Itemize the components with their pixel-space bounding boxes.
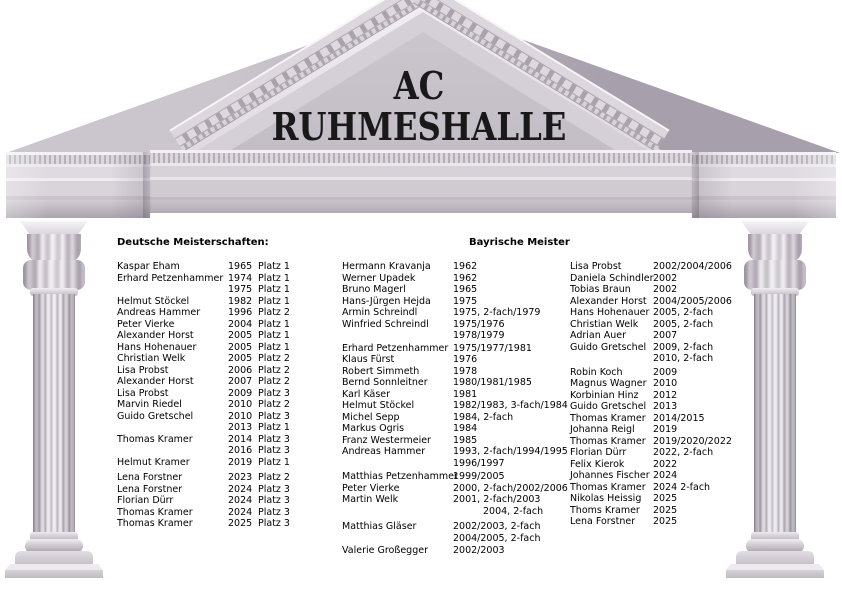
list-row <box>342 435 570 447</box>
athlete-name: Thomas Kramer <box>117 506 193 518</box>
athlete-name: Lena Forstner <box>117 483 183 495</box>
placement-value: Platz 3 <box>258 483 290 495</box>
entablature-corner-left <box>6 152 150 218</box>
capital-abacus-left <box>20 221 88 235</box>
placement-value: Platz 2 <box>258 399 290 410</box>
athlete-name <box>342 533 453 545</box>
list-row <box>342 330 570 342</box>
years-value: 2005, 2-fach <box>653 318 714 330</box>
placement-value: Platz 3 <box>258 518 290 529</box>
athlete-name: Peter Vierke <box>342 482 400 494</box>
years-value: 2022 <box>653 458 678 470</box>
years-value: 2002 <box>653 284 678 295</box>
athlete-name: Armin Schreindl <box>342 307 418 318</box>
years-value: 2022, 2-fach <box>653 447 714 458</box>
years-value: 1962 <box>453 272 478 284</box>
years-value: 1978/1979 <box>453 330 505 341</box>
bayrische-meister-list-right <box>570 261 742 528</box>
list-row <box>342 354 570 366</box>
list-row <box>342 412 570 424</box>
list-row <box>570 261 742 273</box>
list-row <box>342 446 570 458</box>
title-line-2: RUHMESHALLE <box>271 104 567 149</box>
list-row <box>117 518 337 530</box>
athlete-name: Thomas Kramer <box>570 481 646 493</box>
placement-value: Platz 2 <box>258 472 290 483</box>
athlete-name: Hans Hohenauer <box>117 341 197 353</box>
athlete-name: Bruno Magerl <box>342 284 406 295</box>
list-row <box>570 284 742 296</box>
placement-value: Platz 2 <box>258 364 290 376</box>
athlete-name: Martin Welk <box>342 494 399 505</box>
athlete-name: Hans-Jürgen Hejda <box>342 295 431 307</box>
year-value: 2014 <box>228 433 253 445</box>
athlete-name: Werner Upadek <box>342 272 416 284</box>
athlete-name: Tobias Braun <box>570 284 631 295</box>
bayrische-meister-list-left <box>342 261 570 557</box>
year-value: 2025 <box>228 518 253 529</box>
athlete-name: Thomas Kramer <box>117 518 193 529</box>
year-value: 1996 <box>228 307 253 318</box>
list-row <box>117 445 337 457</box>
list-row <box>570 390 742 402</box>
placement-value: Platz 3 <box>258 410 290 422</box>
year-value: 2024 <box>228 506 253 518</box>
year-value: 2024 <box>228 483 253 495</box>
list-row <box>570 330 742 342</box>
list-row <box>342 389 570 401</box>
list-row <box>570 424 742 436</box>
list-row <box>342 458 570 470</box>
list-row <box>570 447 742 459</box>
years-value: 2000, 2-fach/2002/2006 <box>453 482 568 494</box>
list-row <box>342 545 570 557</box>
list-row <box>342 273 570 285</box>
athlete-name: Alexander Horst <box>570 295 647 307</box>
years-value: 2024 <box>653 470 678 481</box>
list-row <box>117 319 337 331</box>
years-value: 2012 <box>653 389 678 401</box>
years-value: 2010 <box>653 378 678 389</box>
list-row <box>117 330 337 342</box>
deutsche-meisterschaften-header: Deutsche Meisterschaften: <box>117 237 269 248</box>
athlete-name <box>117 284 228 296</box>
years-value: 1976 <box>453 354 478 365</box>
athlete-name: Andreas Hammer <box>117 307 201 318</box>
years-value: 1962 <box>453 261 478 272</box>
placement-value: Platz 3 <box>258 387 290 399</box>
years-value: 1981 <box>453 388 478 400</box>
athlete-name: Lena Forstner <box>570 516 636 527</box>
column-base-plinth-left <box>5 564 103 578</box>
list-row <box>342 494 570 506</box>
athlete-name <box>117 422 228 434</box>
list-row <box>117 296 337 308</box>
placement-value: Platz 1 <box>258 272 290 284</box>
list-row <box>117 495 337 507</box>
list-row <box>342 307 570 319</box>
athlete-name: Hans Hohenauer <box>570 307 650 318</box>
athlete-name: Korbinian Hinz <box>570 389 639 401</box>
athlete-name: Alexander Horst <box>117 376 194 387</box>
list-row <box>342 506 570 518</box>
years-value: 1985 <box>453 434 478 446</box>
title-line-1: AC <box>393 63 445 108</box>
athlete-name: Alexander Horst <box>117 330 194 341</box>
athlete-name: Erhard Petzenhammer <box>342 342 449 354</box>
years-value: 1980/1981/1985 <box>453 377 532 388</box>
list-row <box>117 484 337 496</box>
year-value: 2024 <box>228 495 253 506</box>
years-value: 2007 <box>653 330 678 341</box>
list-row <box>342 296 570 308</box>
athlete-name: Marvin Riedel <box>117 399 182 410</box>
list-row <box>342 521 570 533</box>
athlete-name: Erhard Petzenhammer <box>117 272 224 284</box>
entablature-seam-right <box>690 152 699 218</box>
list-row <box>342 343 570 355</box>
years-value: 2009, 2-fach <box>653 341 714 353</box>
athlete-name: Guido Gretschel <box>117 410 194 422</box>
list-row <box>117 365 337 377</box>
years-value: 2004, 2-fach <box>483 505 544 517</box>
athlete-name: Winfried Schreindl <box>342 318 429 330</box>
athlete-name: Magnus Wagner <box>570 378 647 389</box>
years-value: 1984, 2-fach <box>453 411 514 423</box>
athlete-name: Adrian Auer <box>570 330 627 341</box>
column-base-cushion-right <box>736 551 814 566</box>
placement-value: Platz 3 <box>258 495 290 506</box>
year-value: 2019 <box>228 456 253 468</box>
capital-abacus-right <box>741 221 809 235</box>
years-value: 2019 <box>653 424 678 435</box>
athlete-name: Lena Forstner <box>117 472 183 483</box>
year-value: 2004 <box>228 318 253 330</box>
years-value: 2002/2004/2006 <box>653 261 732 272</box>
athlete-name: Karl Käser <box>342 388 391 400</box>
year-value: 2010 <box>228 399 253 410</box>
list-row <box>117 434 337 446</box>
athlete-name: Franz Westermeier <box>342 434 431 446</box>
years-value: 2025 <box>653 504 678 516</box>
athlete-name: Thomas Kramer <box>570 435 646 447</box>
year-value: 2005 <box>228 353 253 364</box>
placement-value: Platz 1 <box>258 318 290 330</box>
athlete-name: Hermann Kravanja <box>342 261 431 272</box>
placement-value: Platz 2 <box>258 307 290 318</box>
years-value: 1978 <box>453 365 478 377</box>
years-value: 1999/2005 <box>453 471 505 482</box>
list-row <box>570 367 742 379</box>
years-value: 1975/1976 <box>453 318 505 330</box>
list-row <box>342 284 570 296</box>
year-value: 1982 <box>228 295 253 307</box>
athlete-name: Robin Koch <box>570 366 623 378</box>
athlete-name: Thomas Kramer <box>570 412 646 424</box>
year-value: 2013 <box>228 422 253 433</box>
year-value: 2010 <box>228 410 253 422</box>
bayrische-meister-header: Bayrische Meister <box>469 237 570 248</box>
year-value: 1975 <box>228 284 253 295</box>
placement-value: Platz 3 <box>258 445 290 456</box>
list-row <box>342 471 570 483</box>
years-value: 2019/2020/2022 <box>653 435 732 447</box>
list-row <box>570 413 742 425</box>
list-row <box>570 459 742 471</box>
list-row <box>342 319 570 331</box>
placement-value: Platz 2 <box>258 353 290 364</box>
list-row <box>117 507 337 519</box>
athlete-name: Kaspar Eham <box>117 261 180 272</box>
athlete-name: Robert Simmeth <box>342 365 420 377</box>
page-title <box>271 63 567 149</box>
list-row <box>570 401 742 413</box>
list-row <box>570 273 742 285</box>
athlete-name: Michel Sepp <box>342 411 400 423</box>
list-row <box>570 482 742 494</box>
year-value: 2009 <box>228 387 253 399</box>
placement-value: Platz 1 <box>258 261 290 272</box>
list-row <box>117 388 337 400</box>
list-row <box>117 472 337 484</box>
list-row <box>342 377 570 389</box>
list-row <box>117 307 337 319</box>
athlete-name: Felix Kierok <box>570 458 625 470</box>
placement-value: Platz 1 <box>258 422 290 433</box>
entablature-seam-left <box>143 152 152 218</box>
list-row <box>570 470 742 482</box>
athlete-name: Lisa Probst <box>117 387 169 399</box>
athlete-name: Helmut Stöckel <box>342 400 415 411</box>
years-value: 1996/1997 <box>453 457 505 469</box>
years-value: 2001, 2-fach/2003 <box>453 494 541 505</box>
column-shaft-right <box>754 294 796 534</box>
placement-value: Platz 2 <box>258 376 290 387</box>
list-row <box>570 505 742 517</box>
list-row <box>117 284 337 296</box>
years-value: 1975/1977/1981 <box>453 342 532 354</box>
year-value: 1965 <box>228 261 253 272</box>
athlete-name: Matthias Petzenhammer <box>342 471 458 482</box>
years-value: 1975, 2-fach/1979 <box>453 307 541 318</box>
athlete-name: Thoms Kramer <box>570 504 640 516</box>
years-value: 2024 2-fach <box>653 481 711 493</box>
list-row <box>117 261 337 273</box>
list-row <box>342 533 570 545</box>
year-value: 2023 <box>228 472 253 483</box>
list-row <box>117 457 337 469</box>
years-value: 2025 <box>653 493 678 504</box>
placement-value: Platz 3 <box>258 506 290 518</box>
entablature-corner-right <box>692 152 836 218</box>
athlete-name: Guido Gretschel <box>570 401 647 412</box>
year-value: 2005 <box>228 330 253 341</box>
athlete-name <box>342 458 453 470</box>
year-value: 2006 <box>228 364 253 376</box>
athlete-name <box>117 445 228 457</box>
list-row <box>570 319 742 331</box>
list-row <box>570 342 742 354</box>
athlete-name: Lisa Probst <box>570 261 622 272</box>
athlete-name: Christian Welk <box>570 318 639 330</box>
athlete-name: Nikolas Heissig <box>570 493 642 504</box>
list-row <box>117 342 337 354</box>
column-base-cushion-left <box>15 551 93 566</box>
list-row <box>342 366 570 378</box>
years-value: 2002 <box>653 272 678 284</box>
list-row <box>342 261 570 273</box>
athlete-name: Matthias Gläser <box>342 521 417 532</box>
years-value: 1965 <box>453 284 478 295</box>
years-value: 2025 <box>653 516 678 527</box>
capital-leaves-upper-right <box>748 234 802 263</box>
list-row <box>117 376 337 388</box>
placement-value: Platz 1 <box>258 330 290 341</box>
list-row <box>342 423 570 435</box>
athlete-name: Florian Dürr <box>570 447 627 458</box>
placement-value: Platz 3 <box>258 433 290 445</box>
list-row <box>342 483 570 495</box>
list-row <box>570 493 742 505</box>
athlete-name: Andreas Hammer <box>342 446 426 457</box>
year-value: 2005 <box>228 341 253 353</box>
years-value: 2002/2003, 2-fach <box>453 521 541 532</box>
list-row <box>570 378 742 390</box>
list-row <box>570 436 742 448</box>
athlete-name <box>570 353 653 365</box>
athlete-name: Klaus Fürst <box>342 354 395 365</box>
athlete-name: Daniela Schindler <box>570 272 654 284</box>
placement-value: Platz 1 <box>258 341 290 353</box>
years-value: 2004/2005/2006 <box>653 295 732 307</box>
list-row <box>342 400 570 412</box>
list-row <box>117 399 337 411</box>
athlete-name: Lisa Probst <box>117 364 169 376</box>
list-row <box>570 296 742 308</box>
placement-value: Platz 1 <box>258 456 290 468</box>
years-value: 2002/2003 <box>453 545 505 556</box>
athlete-name: Bernd Sonnleitner <box>342 377 428 388</box>
years-value: 1975 <box>453 295 478 307</box>
athlete-name: Peter Vierke <box>117 318 175 330</box>
athlete-name: Johanna Reigl <box>570 424 635 435</box>
years-value: 2014/2015 <box>653 412 705 424</box>
years-value: 1993, 2-fach/1994/1995 <box>453 446 568 457</box>
athlete-name: Thomas Kramer <box>117 433 193 445</box>
capital-leaves-lower-right <box>744 260 806 290</box>
years-value: 2004/2005, 2-fach <box>453 532 541 544</box>
capital-leaves-upper-left <box>27 234 81 263</box>
years-value: 2009 <box>653 366 678 378</box>
placement-value: Platz 1 <box>258 284 290 295</box>
list-row <box>117 353 337 365</box>
list-row <box>117 422 337 434</box>
athlete-name: Helmut Kramer <box>117 456 190 468</box>
athlete-name: Guido Gretschel <box>570 341 647 353</box>
years-value: 2010, 2-fach <box>653 353 714 364</box>
years-value: 1982/1983, 3-fach/1984 <box>453 400 568 411</box>
year-value: 1974 <box>228 272 253 284</box>
years-value: 1984 <box>453 423 478 434</box>
athlete-name: Valerie Großegger <box>342 545 428 556</box>
years-value: 2013 <box>653 401 678 412</box>
deutsche-meisterschaften-list <box>117 261 337 530</box>
athlete-name: Markus Ogris <box>342 423 405 434</box>
entablature-center <box>150 150 692 213</box>
athlete-name: Johannes Fischer <box>570 470 650 481</box>
list-row <box>570 307 742 319</box>
year-value: 2007 <box>228 376 253 387</box>
athlete-name <box>342 330 453 342</box>
list-row <box>117 273 337 285</box>
athlete-name: Florian Dürr <box>117 495 174 506</box>
athlete-name <box>342 506 453 518</box>
column-shaft-left <box>33 294 75 534</box>
capital-leaves-lower-left <box>23 260 85 290</box>
list-row <box>117 411 337 423</box>
column-base-plinth-right <box>726 564 824 578</box>
year-value: 2016 <box>228 445 253 456</box>
placement-value: Platz 1 <box>258 295 290 307</box>
list-row <box>570 353 742 365</box>
list-row <box>570 516 742 528</box>
athlete-name: Helmut Stöckel <box>117 295 190 307</box>
athlete-name: Christian Welk <box>117 353 186 364</box>
years-value: 2005, 2-fach <box>653 307 714 318</box>
